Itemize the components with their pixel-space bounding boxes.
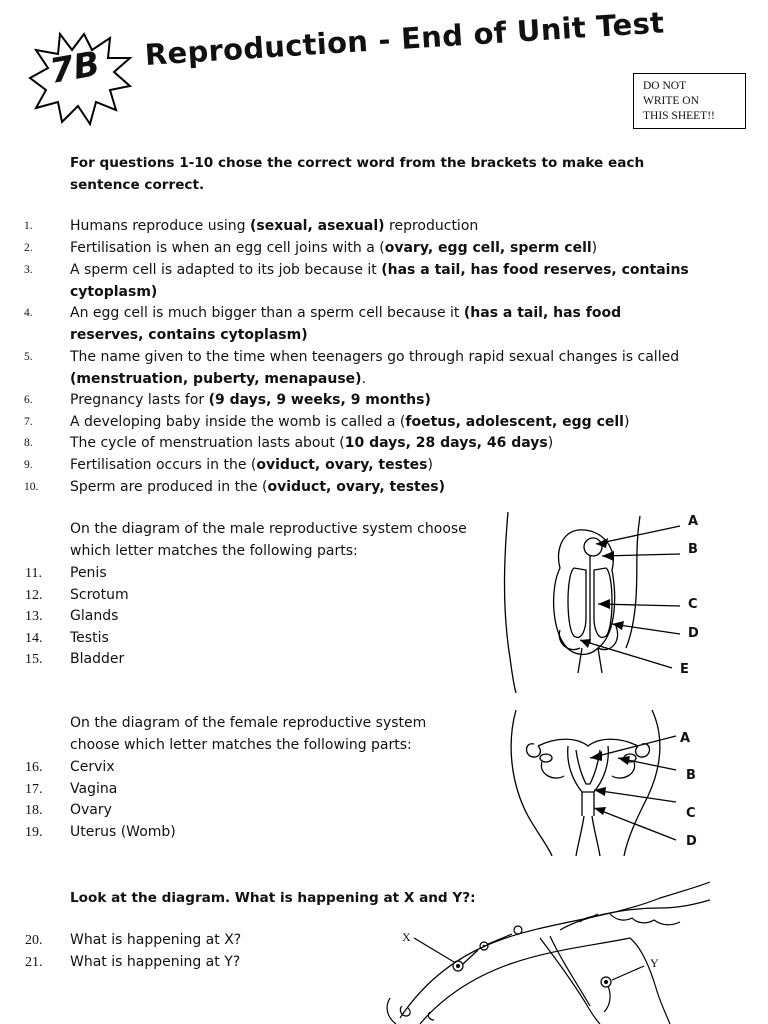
male-label-c: C bbox=[688, 597, 698, 612]
female-intro-line: choose which letter matches the following parts: bbox=[70, 736, 412, 753]
question-number: 3. bbox=[24, 264, 33, 276]
question-text: Pregnancy lasts for bbox=[70, 392, 209, 408]
question-item bbox=[70, 369, 366, 391]
question-text-end: . bbox=[361, 371, 367, 387]
question-number: 20. bbox=[25, 933, 43, 948]
question-item bbox=[24, 433, 554, 455]
question-text-end: reproduction bbox=[384, 218, 479, 234]
notice-line: WRITE ON bbox=[643, 95, 699, 107]
notice-line: THIS SHEET!! bbox=[643, 110, 715, 122]
question-number: 11. bbox=[25, 566, 42, 581]
question-item bbox=[24, 347, 680, 369]
question-number: 21. bbox=[25, 954, 43, 970]
question-number: 14. bbox=[25, 630, 43, 646]
question-text: What is happening at X? bbox=[70, 932, 242, 948]
question-options: cytoplasm) bbox=[70, 284, 158, 300]
question-number: 9. bbox=[24, 459, 33, 471]
question-text: Uterus (Womb) bbox=[70, 823, 176, 840]
question-number: 17. bbox=[25, 781, 43, 797]
male-question-item bbox=[25, 585, 129, 607]
male-intro-line: On the diagram of the male reproductive system choose bbox=[70, 521, 467, 537]
question-number: 1. bbox=[24, 220, 33, 232]
question-item bbox=[24, 390, 431, 412]
question-text: An egg cell is much bigger than a sperm cell because it bbox=[70, 305, 464, 321]
label-x: X bbox=[402, 930, 411, 944]
question-options: reserves, contains cytoplasm) bbox=[70, 327, 308, 343]
question-number: 18. bbox=[25, 803, 43, 818]
question-number: 2. bbox=[24, 242, 33, 254]
question-options: foetus, adolescent, egg cell bbox=[405, 414, 624, 430]
male-intro bbox=[70, 519, 467, 562]
question-text: Humans reproduce using bbox=[70, 218, 250, 234]
question-options: oviduct, ovary, testes) bbox=[267, 479, 445, 495]
male-label-d: D bbox=[688, 626, 699, 641]
question-number: 12. bbox=[25, 587, 43, 603]
question-item bbox=[24, 412, 630, 434]
question-text-end: ) bbox=[623, 414, 630, 430]
question-number: 16. bbox=[25, 760, 43, 775]
xy-question-item bbox=[25, 952, 241, 974]
question-number: 19. bbox=[25, 824, 43, 840]
question-item bbox=[70, 282, 157, 304]
question-item bbox=[24, 477, 445, 499]
male-question-item bbox=[25, 649, 125, 671]
question-options: (menstruation, puberty, menapause) bbox=[70, 371, 362, 387]
question-text: Ovary bbox=[70, 802, 112, 818]
question-item bbox=[70, 325, 308, 347]
question-item bbox=[24, 303, 622, 325]
female-question-item bbox=[25, 757, 115, 779]
question-text: Penis bbox=[70, 565, 107, 581]
question-options: (has a tail, has food reserves, contains bbox=[381, 262, 689, 278]
female-intro bbox=[70, 713, 426, 756]
question-text-end: ) bbox=[547, 435, 554, 451]
unit-badge: 7B bbox=[46, 43, 103, 93]
notice-line: DO NOT bbox=[643, 80, 687, 92]
female-question-item bbox=[25, 779, 118, 801]
instructions: For questions 1-10 chose the correct word from the brackets to make each sentence correct. bbox=[70, 155, 645, 193]
female-label-a: A bbox=[680, 731, 691, 746]
question-text: Vagina bbox=[70, 780, 118, 797]
male-question-item bbox=[25, 628, 109, 650]
male-label-e: E bbox=[680, 662, 689, 677]
question-options: oviduct, ovary, testes bbox=[256, 457, 428, 473]
question-text: Scrotum bbox=[70, 586, 129, 603]
female-question-item bbox=[25, 800, 112, 822]
question-number: 8. bbox=[24, 437, 33, 449]
female-question-item bbox=[25, 822, 176, 844]
question-item bbox=[24, 216, 479, 238]
question-number: 5. bbox=[24, 351, 33, 363]
question-number: 13. bbox=[25, 609, 43, 624]
question-options: (sexual, asexual) bbox=[249, 218, 385, 234]
question-number: 4. bbox=[24, 307, 33, 319]
female-label-b: B bbox=[686, 768, 696, 783]
page-title: Reproduction - End of Unit Test bbox=[143, 5, 666, 73]
male-intro-line: which letter matches the following parts: bbox=[70, 542, 358, 559]
question-number: 7. bbox=[24, 416, 33, 428]
question-text: Sperm are produced in the ( bbox=[70, 479, 268, 495]
notice-box bbox=[633, 73, 746, 129]
oviduct-diagram bbox=[380, 878, 710, 1024]
male-question-item bbox=[25, 563, 107, 585]
male-question-item bbox=[25, 606, 119, 628]
question-text: Testis bbox=[70, 629, 109, 646]
question-number: 6. bbox=[24, 394, 33, 406]
question-text: The name given to the time when teenagers go through rapid sexual changes is called bbox=[70, 349, 680, 365]
question-text: Glands bbox=[70, 608, 119, 624]
xy-question-item bbox=[25, 930, 242, 952]
question-options: (has a tail, has food bbox=[463, 305, 622, 321]
question-text: Cervix bbox=[70, 759, 115, 775]
question-text: Fertilisation is when an egg cell joins with a ( bbox=[70, 240, 385, 256]
question-text: Fertilisation occurs in the ( bbox=[70, 457, 257, 473]
question-text: The cycle of menstruation lasts about ( bbox=[70, 435, 345, 451]
question-text: A sperm cell is adapted to its job because it bbox=[70, 262, 382, 278]
question-text-end: ) bbox=[591, 240, 598, 256]
question-number: 10. bbox=[24, 481, 39, 493]
female-intro-line: On the diagram of the female reproductive system bbox=[70, 715, 427, 731]
question-options: 10 days, 28 days, 46 days bbox=[344, 435, 548, 451]
female-label-d: D bbox=[686, 834, 697, 849]
question-text: What is happening at Y? bbox=[70, 953, 241, 970]
xy-intro: Look at the diagram. What is happening at X and Y?: bbox=[70, 890, 476, 906]
question-text: A developing baby inside the womb is called a ( bbox=[70, 414, 406, 430]
question-item bbox=[24, 238, 598, 260]
question-text: Bladder bbox=[70, 651, 125, 667]
question-item bbox=[24, 455, 433, 477]
question-text-end: ) bbox=[427, 457, 433, 473]
male-label-a: A bbox=[688, 514, 699, 529]
question-item bbox=[24, 260, 689, 282]
question-options: (9 days, 9 weeks, 9 months) bbox=[208, 392, 431, 408]
label-y: Y bbox=[650, 956, 659, 970]
male-label-b: B bbox=[688, 542, 698, 557]
question-number: 15. bbox=[25, 652, 43, 667]
female-label-c: C bbox=[686, 806, 696, 821]
question-options: ovary, egg cell, sperm cell bbox=[384, 240, 592, 256]
